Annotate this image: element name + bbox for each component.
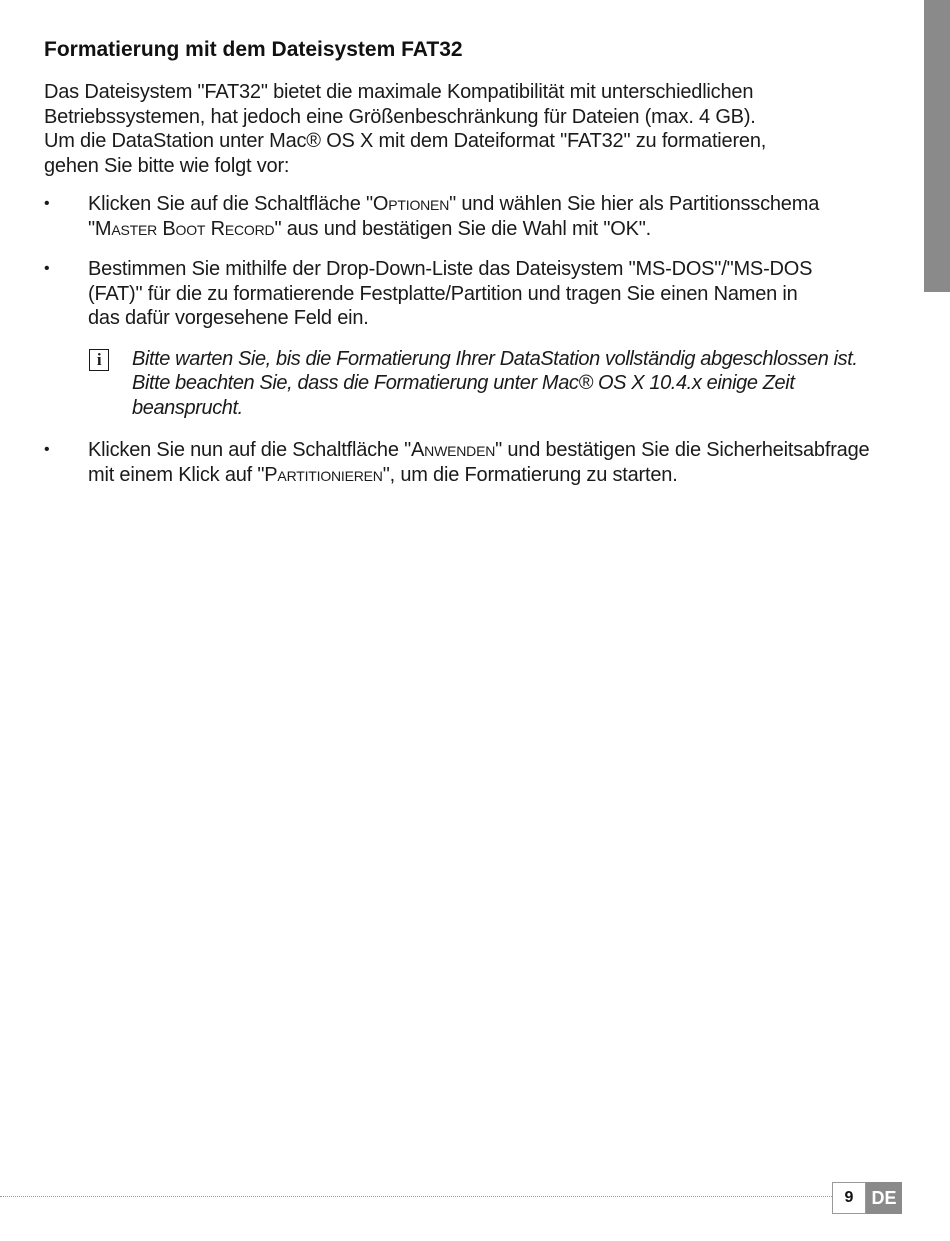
step-1-text-b: " und wählen Sie hier als Partitionsschema [449,193,820,215]
intro-line-1: Das Dateisystem "FAT32" bietet die maximale Kompatibilität mit unterschiedlichen [44,81,754,103]
step-2-line-2: (FAT)" für die zu formatierende Festplatte/Partition und tragen Sie einen Namen in [88,282,798,305]
step-1-text-a: Klicken Sie auf die Schaltfläche " [88,193,373,215]
step-3-text-b: " und bestätigen Sie die Sicherheitsabfrage [495,439,870,461]
bullet-dot: • [44,441,50,458]
step-1 [44,192,914,241]
step-2-line-1: Bestimmen Sie mithilfe der Drop-Down-Liste das Dateisystem "MS-DOS"/"MS-DOS [88,258,813,280]
side-chapter-tab [924,0,950,292]
note-line-3: beansprucht. [132,396,243,419]
page-heading: Formatierung mit dem Dateisystem FAT32 [44,38,463,61]
step-2-line-3: das dafür vorgesehene Feld ein. [88,307,369,329]
step-3 [44,438,914,487]
info-icon: i [89,349,109,371]
intro-line-2: Betriebssystemen, hat jedoch eine Größenbeschränkung für Dateien (max. 4 GB). [44,105,756,128]
step-3-text-c: mit einem Klick auf " [88,463,265,486]
info-note [44,347,914,421]
page-content [44,36,914,503]
ui-term-optionen: Optionen [372,193,450,215]
step-3-text-d: ", um die Formatierung zu starten. [382,463,678,486]
note-line-2: Bitte beachten Sie, dass die Formatierung unter Mac® OS X 10.4.x einige Zeit [132,372,795,394]
intro-line-4: gehen Sie bitte wie folgt vor: [44,154,290,177]
step-1-text-d: " aus und bestätigen Sie die Wahl mit "OK". [274,217,652,240]
intro-line-3: Um die DataStation unter Mac® OS X mit dem Dateiformat "FAT32" zu formatieren, [44,130,767,152]
bullet-dot: • [44,260,50,277]
step-3-text-a: Klicken Sie nun auf die Schaltfläche " [88,439,412,461]
step-1-text-c: " [88,217,95,240]
bullet-dot: • [44,195,50,212]
ui-term-partitionieren: Partitionieren [264,463,383,486]
ui-term-master-boot-record: Master Boot Record [94,217,275,240]
ui-term-anwenden: Anwenden [411,439,496,461]
footer-dotted-line [0,1196,832,1197]
step-2 [44,257,914,331]
intro-paragraph [44,80,914,178]
page-number: 9 [832,1182,866,1214]
note-line-1: Bitte warten Sie, bis die Formatierung Ihrer DataStation vollständig abgeschlossen ist. [132,347,858,370]
language-tab: DE [866,1182,902,1214]
